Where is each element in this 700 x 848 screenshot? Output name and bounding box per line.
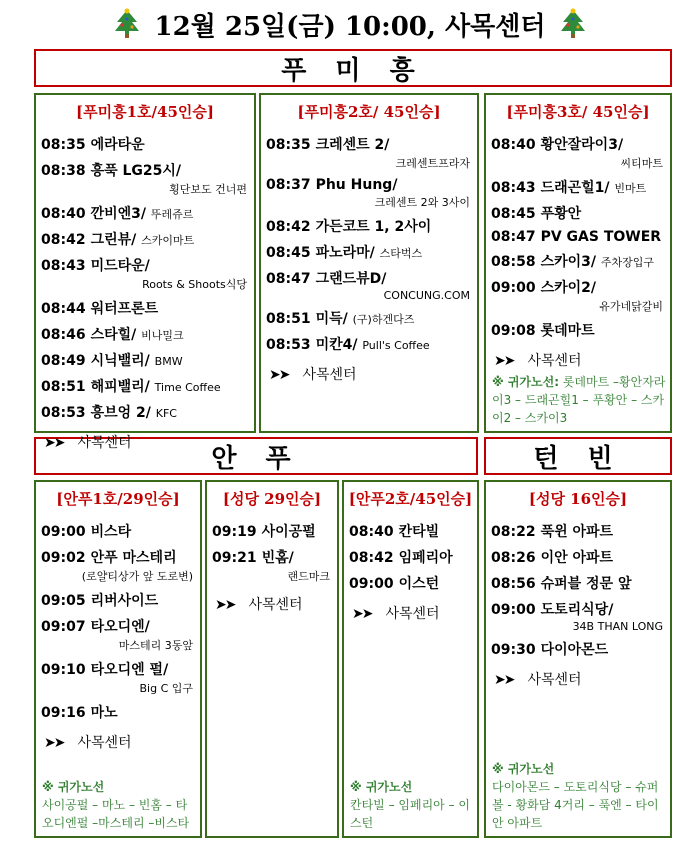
stop-line [41,547,197,567]
destination-name: 사목센터 [248,597,303,613]
stop-name: 미칸4/ [315,337,358,353]
stop-time: 09:08 [491,323,536,339]
stop-line [491,177,667,197]
stop-item [36,324,254,344]
stop-name: 황안잘라이3/ [540,137,624,153]
stop-line [491,277,667,297]
stop-time: 09:19 [212,524,257,540]
stop-landmark: CONCUNG.COM [383,289,470,302]
stop-time: 08:53 [41,405,86,421]
route-box [342,480,479,838]
stop-landmark: (구)하겐다즈 [352,313,415,326]
stop-item [344,573,477,593]
stop-line [41,350,251,370]
stop-name: 그랜드뷰D/ [315,271,387,287]
route-box [484,480,672,838]
stop-line [349,573,474,593]
route-box [259,93,479,433]
return-route-label: ※ 귀가노선 [492,762,555,776]
destination-name: 사목센터 [527,672,582,688]
destination [486,350,670,370]
christmas-tree-icon [113,8,141,40]
stop-name: 깐비엔3/ [90,206,147,222]
stop-name: 롯데마트 [540,323,595,339]
stop-time: 08:47 [491,229,536,245]
destination-name: 사목센터 [385,606,440,622]
stop-line [41,229,251,249]
stop-line [41,521,197,541]
stop-name: 파노라마/ [315,245,375,261]
destination [344,603,477,623]
stop-time: 09:00 [41,524,86,540]
stop-item [207,547,337,584]
stop-item [261,216,477,236]
stop-item [486,573,670,593]
stop-time: 08:56 [491,576,536,592]
destination [486,669,670,689]
return-route [486,760,670,832]
stop-line [41,616,197,636]
stop-line [41,376,251,396]
stop-time: 08:45 [491,206,536,222]
stop-time: 09:00 [349,576,394,592]
stop-time: 08:35 [266,137,311,153]
stop-landmark: 유가네닭갈비 [599,300,663,313]
stop-time: 08:40 [491,137,536,153]
stop-line [212,547,334,567]
stop-name: 비스타 [90,524,132,540]
stop-item [261,134,477,171]
stop-item [486,229,670,245]
stop-landmark: 스타벅스 [379,247,423,260]
stop-line [41,659,197,679]
stop-landmark: 횡단보도 건너편 [169,183,247,196]
stop-item [486,547,670,567]
stop-item [36,160,254,197]
stop-item [261,242,477,262]
stop-name: PV GAS TOWER [540,229,662,245]
stop-time: 08:42 [266,219,311,235]
stop-landmark: Big C 입구 [139,682,193,695]
stop-item [486,320,670,340]
stop-time: 08:42 [41,232,86,248]
stop-time: 09:30 [491,642,536,658]
stop-time: 08:40 [41,206,86,222]
route-title: [푸미흥3호/ 45인승] [506,103,650,121]
stop-time: 09:00 [491,602,536,618]
stop-name: 가든코트 1, 2사이 [315,219,432,235]
stop-name: 흥브엉 2/ [90,405,151,421]
destination [207,594,337,614]
double-arrow-icon: ➤➤ [352,606,372,622]
stop-line [41,134,251,154]
stop-landmark: 마스테리 3동앞 [118,639,193,652]
route-title: [안푸2호/45인승] [348,490,473,508]
stop-time: 09:05 [41,593,86,609]
stop-name: 스카이2/ [540,280,597,296]
stop-name: 크레센트 2/ [315,137,390,153]
stop-item [36,203,254,223]
stop-name: 그린뷰/ [90,232,137,248]
stop-item [261,334,477,354]
stop-time: 08:51 [266,311,311,327]
christmas-tree-icon [559,8,587,40]
double-arrow-icon: ➤➤ [44,735,64,751]
stop-name: 슈퍼블 정문 앞 [540,576,632,592]
stop-item [36,659,200,696]
return-route [36,778,200,832]
stop-line [41,203,251,223]
destination [36,432,254,452]
destination-name: 사목센터 [527,353,582,369]
stop-line [349,521,474,541]
stop-line [491,521,667,541]
stop-item [486,599,670,633]
destination-name: 사목센터 [77,435,132,451]
stop-name: 흥푹 LG25시/ [90,163,182,179]
stop-time: 08:37 [266,177,311,193]
stop-item [36,298,254,318]
stop-line [491,599,667,619]
double-arrow-icon: ➤➤ [44,435,64,451]
stop-name: 에라타운 [90,137,145,153]
stop-line [491,134,667,154]
stop-item [36,255,254,292]
stop-name: 해피밸리/ [90,379,150,395]
stop-line [491,573,667,593]
stop-item [486,134,670,171]
return-route-text: 다이아몬드 – 도토리식당 – 슈퍼볼 - 황화담 4거리 – 푹엔 – 타이안 아파트 [492,780,659,830]
stop-landmark: 스카이마트 [141,234,195,247]
route-box [484,93,672,433]
route-title: [성당 16인승] [528,490,628,508]
stop-name: 미드타운/ [90,258,150,274]
region-header-anphu: 안 푸 [34,437,478,475]
stop-item [486,277,670,314]
stop-line [41,402,251,422]
double-arrow-icon: ➤➤ [494,672,514,688]
double-arrow-icon: ➤➤ [269,367,289,383]
stop-landmark: 주차장입구 [600,256,655,269]
stop-name: 이스턴 [398,576,440,592]
stop-line [491,639,667,659]
stop-time: 08:51 [41,379,86,395]
stop-landmark: 크레센트프라자 [395,157,470,170]
return-route [344,778,477,832]
stop-landmark: (로얄티상가 앞 도로변) [81,570,193,583]
stop-line [41,298,251,318]
return-route [486,373,670,427]
stop-time: 08:43 [41,258,86,274]
return-route-text: 사이공펄 – 마노 – 빈홈 – 타오디엔펄 –마스테리 –비스타 [42,798,190,830]
stop-name: 스타힐/ [90,327,137,343]
stop-name: 푸황안 [540,206,582,222]
stop-line [41,160,251,180]
stop-item [207,521,337,541]
stop-item [36,134,254,154]
stop-landmark: Roots & Shoots식당 [142,278,247,291]
stop-line [212,521,334,541]
stop-landmark: KFC [155,407,177,420]
stop-line [41,255,251,275]
stop-line [266,177,474,193]
stop-time: 08:49 [41,353,86,369]
stop-time: 08:26 [491,550,536,566]
stop-line [491,251,667,271]
return-route-text: 롯데마트 –황안자라이3 – 드래곤힐1 – 푸황안 – 스카이2 – 스카이3 [492,375,666,425]
stop-landmark: Time Coffee [154,381,221,394]
stop-line [266,268,474,288]
stop-name: 빈홈/ [261,550,294,566]
stop-time: 09:02 [41,550,86,566]
page-title [0,6,700,42]
return-route-label: ※ 귀가노선 [42,780,105,794]
stop-time: 09:21 [212,550,257,566]
stop-landmark: 크레센트 2와 3사이 [374,196,470,209]
stop-time: 08:46 [41,327,86,343]
stop-time: 09:10 [41,662,86,678]
destination-name: 사목센터 [77,735,132,751]
stop-item [261,268,477,302]
stop-item [36,702,200,722]
stop-line [266,134,474,154]
route-box [34,480,202,838]
stop-time: 08:35 [41,137,86,153]
stop-line [491,229,667,245]
stop-item [36,590,200,610]
stop-line [349,547,474,567]
stop-line [41,324,251,344]
stop-item [486,251,670,271]
stop-item [36,350,254,370]
stop-name: 리버사이드 [90,593,159,609]
stop-item [486,521,670,541]
stop-time: 08:42 [349,550,394,566]
destination-name: 사목센터 [302,367,357,383]
stop-line [491,320,667,340]
stop-name: 시닉밸리/ [90,353,150,369]
return-route-label: ※ 귀가노선 [350,780,413,794]
double-arrow-icon: ➤➤ [215,597,235,613]
stop-time: 09:16 [41,705,86,721]
stop-line [266,242,474,262]
route-title: [푸미흥1호/45인승] [76,103,214,121]
stop-name: 푹윈 아파트 [540,524,614,540]
region-header-phumyhung: 푸 미 흥 [34,49,672,87]
stop-item [486,177,670,197]
stop-line [41,702,197,722]
stop-name: 타오디엔 펄/ [90,662,169,678]
stop-time: 09:00 [491,280,536,296]
stop-item [486,203,670,223]
stop-item [486,639,670,659]
destination [261,364,477,384]
stop-name: 이안 아파트 [540,550,614,566]
stop-time: 08:40 [349,524,394,540]
stop-item [36,229,254,249]
stop-line [491,547,667,567]
stop-time: 08:45 [266,245,311,261]
stop-item [344,547,477,567]
stop-landmark: 랜드마크 [287,570,330,583]
route-box [205,480,339,838]
stop-item [36,616,200,653]
stop-line [266,308,474,328]
destination [36,732,200,752]
stop-landmark: 씨티마트 [620,157,663,170]
double-arrow-icon: ➤➤ [494,353,514,369]
stop-name: 마노 [90,705,118,721]
stop-item [261,308,477,328]
stop-time: 08:38 [41,163,86,179]
stop-item [36,521,200,541]
title-text: 12월 25일(금) 10:00, 사목센터 [154,11,546,42]
route-title: [푸미흥2호/ 45인승] [297,103,441,121]
stop-name: 사이공펄 [261,524,316,540]
stop-time: 08:47 [266,271,311,287]
stop-name: Phu Hung/ [315,177,398,193]
stop-time: 08:22 [491,524,536,540]
stop-name: 도토리식당/ [540,602,614,618]
stop-line [266,334,474,354]
stop-time: 08:44 [41,301,86,317]
stop-time: 09:07 [41,619,86,635]
stop-time: 08:43 [491,180,536,196]
stop-time: 08:53 [266,337,311,353]
stop-name: 미득/ [315,311,348,327]
stop-item [261,177,477,210]
return-route-text: 칸타빌 – 임페리아 – 이스턴 [350,798,470,830]
stop-name: 임페리아 [398,550,453,566]
stop-landmark: 뚜레쥬르 [150,208,194,221]
region-header-thaodien: 턴 빈 [484,437,672,475]
stop-name: 타오디엔/ [90,619,150,635]
stop-item [36,376,254,396]
stop-landmark: BMW [154,355,183,368]
return-route-label: ※ 귀가노선: [492,375,560,389]
stop-name: 칸타빌 [398,524,440,540]
stop-time: 08:58 [491,254,536,270]
stop-name: 스카이3/ [540,254,597,270]
stop-landmark: 빈마트 [614,182,647,195]
stop-item [36,547,200,584]
stop-line [41,590,197,610]
stop-landmark: 비나밀크 [141,329,184,342]
route-title: [안푸1호/29인승] [56,490,180,508]
stop-landmark: 34B THAN LONG [572,620,663,633]
stop-name: 다이아몬드 [540,642,609,658]
stop-name: 워터프론트 [90,301,159,317]
route-title: [성당 29인승] [222,490,322,508]
stop-name: 드래곤힐1/ [540,180,610,196]
stop-item [36,402,254,422]
stop-line [266,216,474,236]
route-box [34,93,256,451]
stop-landmark: Pull's Coffee [362,339,430,352]
stop-name: 안푸 마스테리 [90,550,177,566]
stop-item [344,521,477,541]
stop-line [491,203,667,223]
